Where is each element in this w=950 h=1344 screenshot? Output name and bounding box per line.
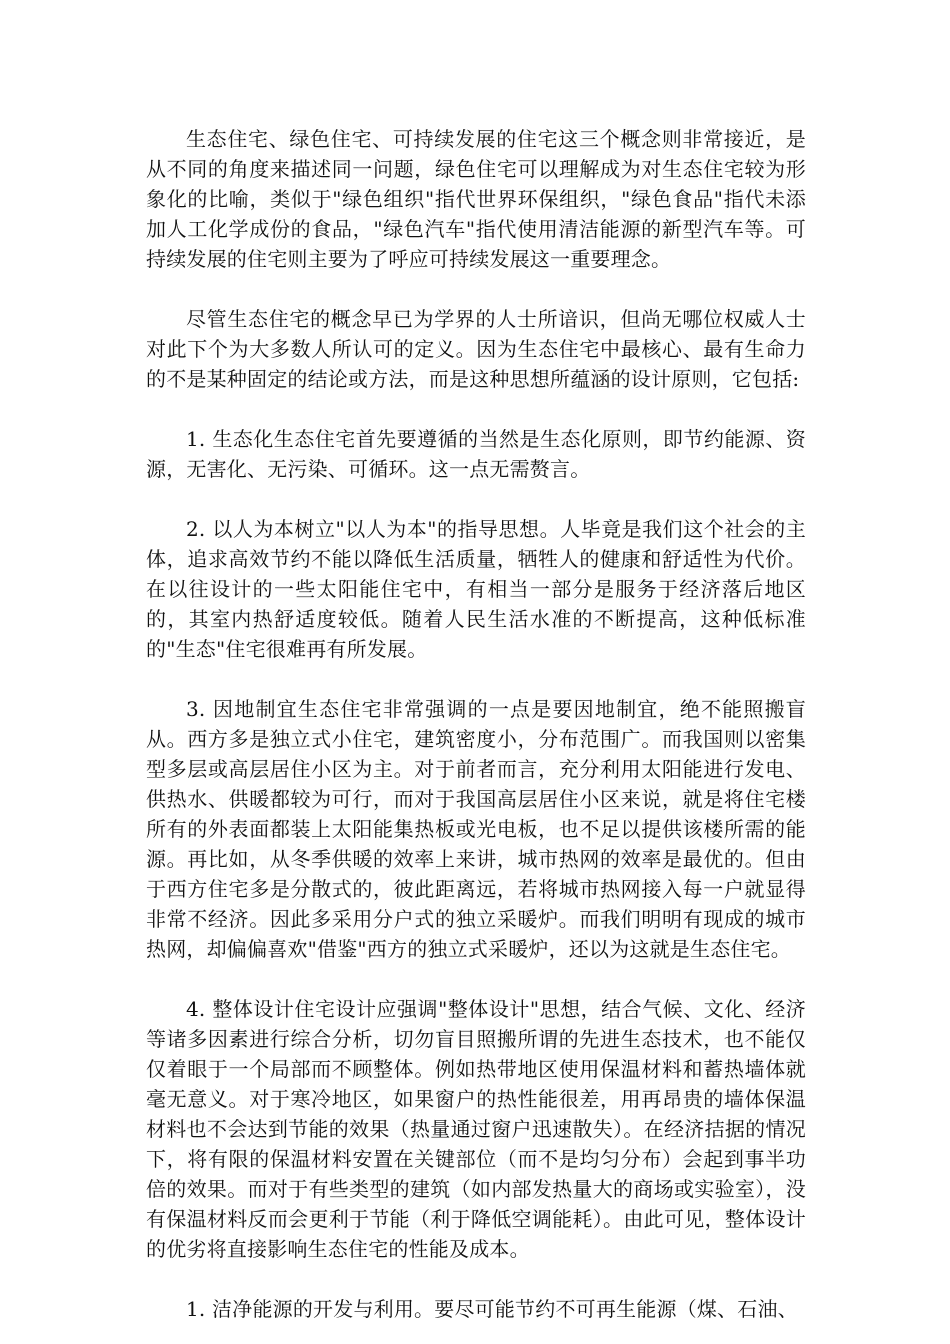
paragraph-green-housing-concepts: 生态住宅、绿色住宅、可持续发展的住宅这三个概念则非常接近，是从不同的角度来描述同一问题，绿色住宅可以理解成为对生态住宅较为形象化的比喻，类似于"绿色组织"指代世界环保组织，"绿色食品"指代未添加人工化学成份的食品，"绿色汽车"指代使用清洁能源的新型汽车等。可持续发展的住宅则主要为了呼应可持续发展这一重要理念。: [146, 127, 806, 271]
paragraph-principle-local-conditions: 3. 因地制宜生态住宅非常强调的一点是要因地制宜，绝不能照搬盲从。西方多是独立式小住宅，建筑密度小，分布范围广。而我国则以密集型多层或高层居住小区为主。对于前者而言，充分利用太阳能进行发电、供热水、供暖都较为可行，而对于我国高层居住小区来说，就是将住宅楼所有的外表面都装上太阳能集热板或光电板，也不足以提供该楼所需的能源。再比如，从冬季供暖的效率上来讲，城市热网的效率是最优的。但由于西方住宅多是分散式的，彼此距离远，若将城市热网接入每一户就显得非常不经济。因此多采用分户式的独立采暖炉。而我们明明有现成的城市热网，却偏偏喜欢"借鉴"西方的独立式采暖炉，还以为这就是生态住宅。: [146, 697, 806, 961]
paragraph-clean-energy: 1. 洁净能源的开发与利用。要尽可能节约不可再生能源（煤、石油、: [186, 1297, 798, 1321]
paragraph-principle-holistic-design: 4. 整体设计住宅设计应强调"整体设计"思想，结合气候、文化、经济等诸多因素进行综合分析，切勿盲目照搬所谓的先进生态技术，也不能仅仅着眼于一个局部而不顾整体。例如热带地区使用保温材料和蓄热墙体就毫无意义。对于寒冷地区，如果窗户的热性能很差，用再昂贵的墙体保温材料也不会达到节能的效果（热量通过窗户迅速散失）。在经济拮据的情况下，将有限的保温材料安置在关键部位（而不是均匀分布）会起到事半功倍的效果。而对于有些类型的建筑（如内部发热量大的商场或实验室），没有保温材料反而会更利于节能（利于降低空调能耗）。由此可见，整体设计的优劣将直接影响生态住宅的性能及成本。: [146, 997, 806, 1261]
paragraph-ecological-housing-definition: 尽管生态住宅的概念早已为学界的人士所谙识，但尚无哪位权威人士对此下个为大多数人所认可的定义。因为生态住宅中最核心、最有生命力的不是某种固定的结论或方法，而是这种思想所蕴涵的设计原则，它包括:: [146, 307, 806, 391]
paragraph-principle-ecological: 1. 生态化生态住宅首先要遵循的当然是生态化原则，即节约能源、资源，无害化、无污染、可循环。这一点无需赘言。: [146, 427, 806, 481]
paragraph-principle-people-oriented: 2. 以人为本树立"以人为本"的指导思想。人毕竟是我们这个社会的主体，追求高效节约不能以降低生活质量，牺牲人的健康和舒适性为代价。在以往设计的一些太阳能住宅中，有相当一部分是服务于经济落后地区的，其室内热舒适度较低。随着人民生活水准的不断提高，这种低标准的"生态"住宅很难再有所发展。: [146, 517, 806, 661]
document-body: [146, 124, 806, 1324]
